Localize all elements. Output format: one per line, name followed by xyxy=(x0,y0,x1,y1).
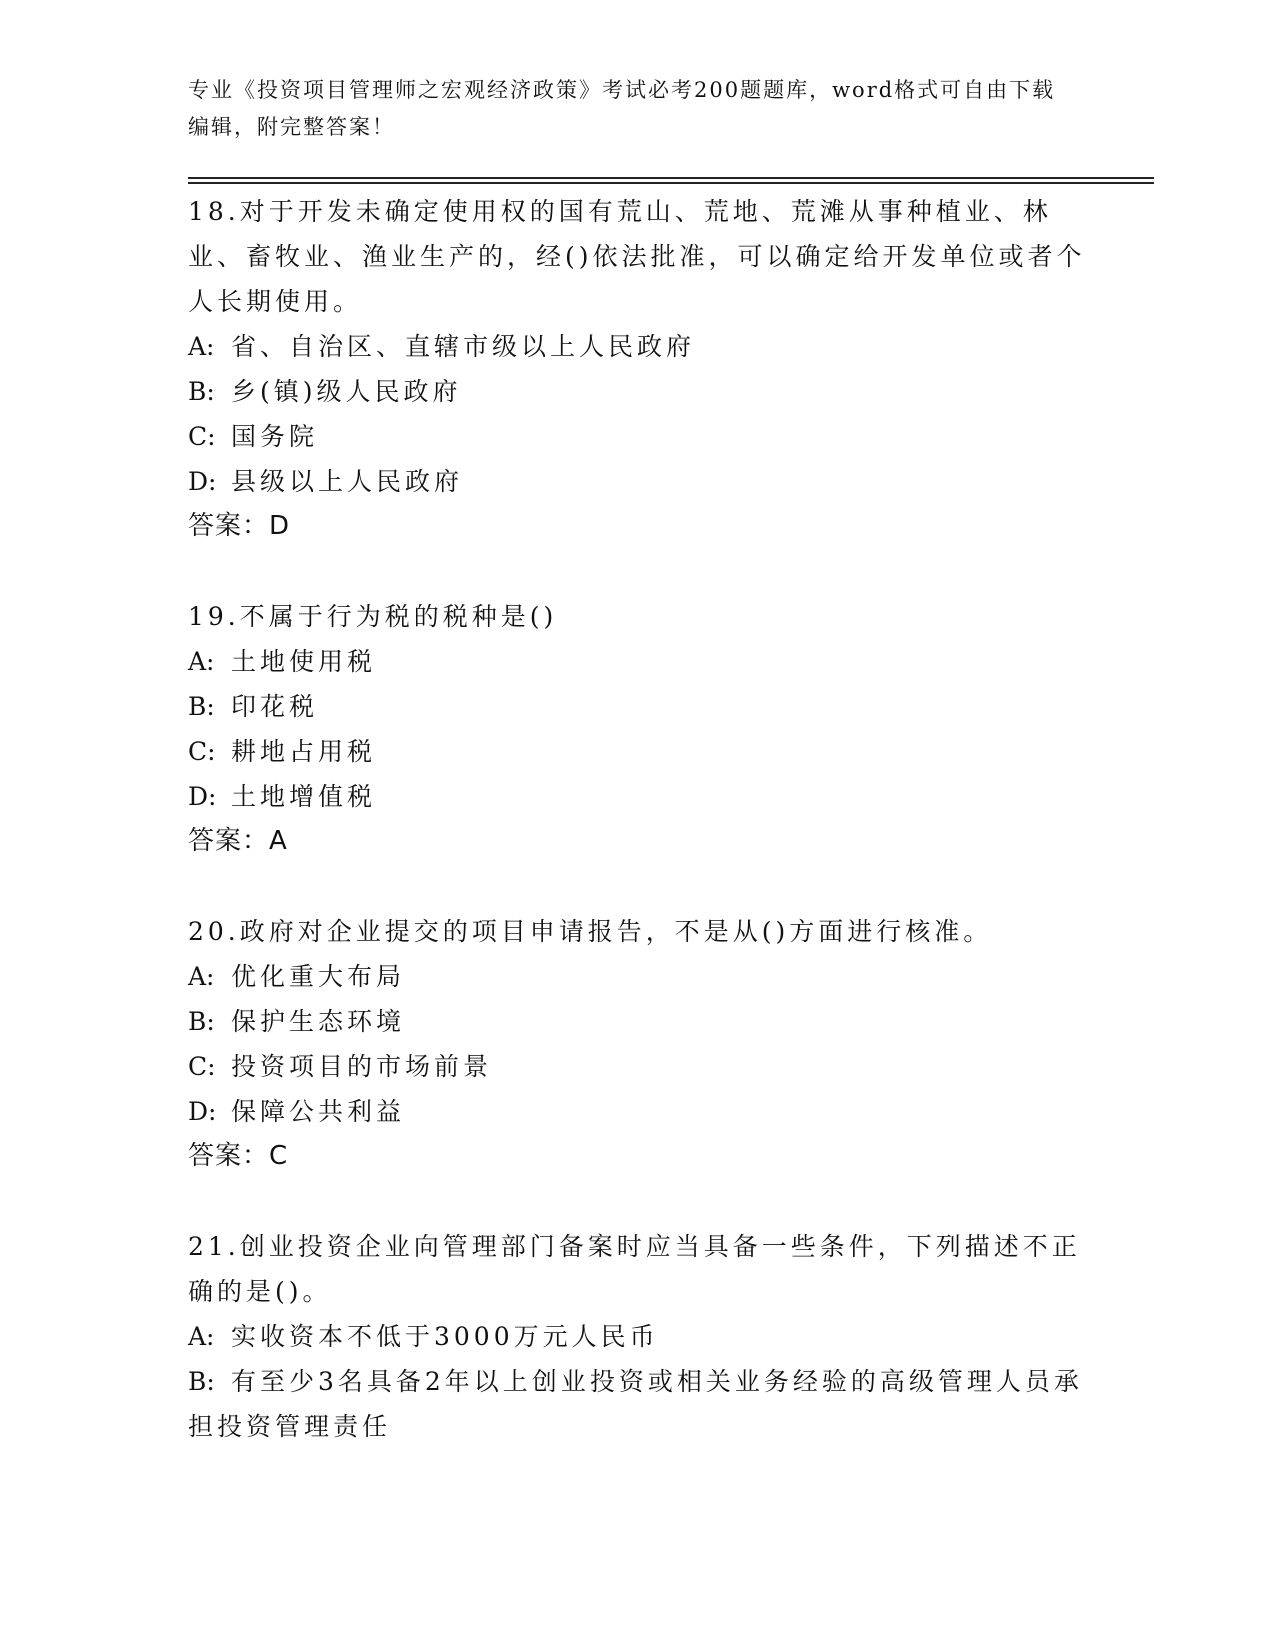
question-stem: 19.不属于行为税的税种是() xyxy=(188,602,558,631)
answer-line: 答案：C xyxy=(188,1141,289,1171)
option-a xyxy=(188,954,1088,999)
option-d xyxy=(188,459,1088,504)
option-text: 保障公共利益 xyxy=(231,1097,406,1126)
question-list xyxy=(188,189,1088,1494)
option-b xyxy=(188,999,1088,1044)
option-key: A: xyxy=(188,962,215,991)
option-text: 省、自治区、直辖市级以上人民政府 xyxy=(231,332,696,361)
option-key: D: xyxy=(188,467,217,496)
option-key: D: xyxy=(188,1097,217,1126)
option-d xyxy=(188,774,1088,819)
option-b xyxy=(188,684,1088,729)
option-text: 投资项目的市场前景 xyxy=(231,1052,493,1081)
option-key: B: xyxy=(188,377,215,406)
option-text: 保护生态环境 xyxy=(231,1007,406,1036)
answer-line: 答案：D xyxy=(188,511,291,541)
question-20 xyxy=(188,909,1088,1179)
option-c xyxy=(188,1044,1088,1089)
answer-line: 答案：A xyxy=(188,826,288,856)
question-stem: 21.创业投资企业向管理部门备案时应当具备一些条件，下列描述不正确的是()。 xyxy=(188,1232,1081,1306)
question-19 xyxy=(188,594,1088,864)
option-a xyxy=(188,639,1088,684)
option-text: 县级以上人民政府 xyxy=(231,467,464,496)
option-key: A: xyxy=(188,332,215,361)
option-text: 乡(镇)级人民政府 xyxy=(231,377,462,406)
option-a xyxy=(188,1314,1088,1359)
option-key: A: xyxy=(188,1322,215,1351)
option-key: C: xyxy=(188,1052,216,1081)
header-divider-bottom xyxy=(188,182,1154,184)
option-d xyxy=(188,1089,1088,1134)
question-21 xyxy=(188,1224,1088,1449)
question-18 xyxy=(188,189,1088,549)
option-key: B: xyxy=(188,1367,215,1396)
document-header: 专业《投资项目管理师之宏观经济政策》考试必考200题题库，word格式可自由下载编辑，附完整答案！ xyxy=(188,78,1056,139)
option-key: A: xyxy=(188,647,215,676)
option-text: 实收资本不低于3000万元人民币 xyxy=(231,1322,659,1351)
option-c xyxy=(188,414,1088,459)
question-stem: 18.对于开发未确定使用权的国有荒山、荒地、荒滩从事种植业、林业、畜牧业、渔业生产的，经()依法批准，可以确定给开发单位或者个人长期使用。 xyxy=(188,197,1086,316)
option-key: B: xyxy=(188,1007,215,1036)
header-divider-top xyxy=(188,177,1154,179)
option-text: 国务院 xyxy=(231,422,319,451)
option-text: 土地使用税 xyxy=(231,647,377,676)
option-c xyxy=(188,729,1088,774)
option-b xyxy=(188,369,1088,414)
option-key: C: xyxy=(188,422,216,451)
option-text: 优化重大布局 xyxy=(231,962,406,991)
option-text: 土地增值税 xyxy=(231,782,377,811)
option-key: D: xyxy=(188,782,217,811)
option-key: C: xyxy=(188,737,216,766)
option-key: B: xyxy=(188,692,215,721)
option-b xyxy=(188,1359,1088,1449)
option-text: 耕地占用税 xyxy=(231,737,377,766)
question-stem: 20.政府对企业提交的项目申请报告，不是从()方面进行核准。 xyxy=(188,917,993,946)
option-text: 印花税 xyxy=(231,692,319,721)
option-text: 有至少3名具备2年以上创业投资或相关业务经验的高级管理人员承担投资管理责任 xyxy=(188,1367,1083,1441)
option-a xyxy=(188,324,1088,369)
